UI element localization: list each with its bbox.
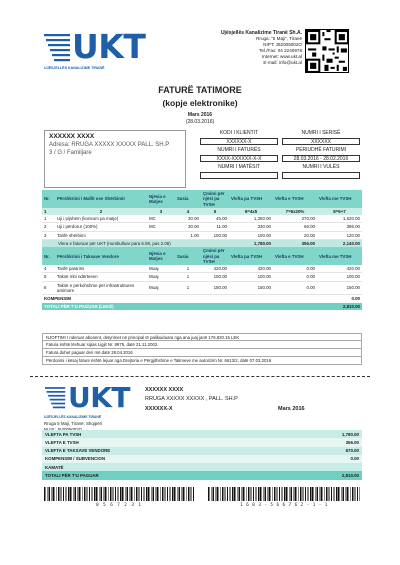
barcode-right — [208, 487, 360, 501]
company-email: E-mail: info@ukt.al — [263, 59, 302, 65]
cell-value-with-vat: 100.00 — [317, 273, 362, 281]
col-value-with-vat: Vlefta me TVSH — [317, 247, 362, 265]
periudha-label: PERIUDHË FATURIMI — [295, 147, 347, 153]
cell-description: Tarifë shërbimi — [55, 231, 147, 239]
barcode-right-digits: 1 6 0 3 - 5 6 6 7 6 2 - 1 - 1 — [240, 502, 328, 507]
fatures-label: NUMRI I FATURËS — [217, 147, 261, 153]
customer-address: Adresa: RRUGA XXXXX XXXXX PALL. SH.P — [49, 141, 170, 148]
cell-description: Tarifë pastrimi — [55, 265, 147, 273]
table-row — [42, 215, 362, 223]
col-vat: Vlefta e TVSH — [273, 247, 317, 265]
column-number: 6=4x5 — [229, 208, 273, 215]
stub-row-label: KAMATË — [42, 463, 302, 471]
cell-unit-price: 420.00 — [201, 265, 229, 273]
company-address: Rruga: "5 Maji", Tiranë — [256, 36, 302, 42]
stub-row — [42, 455, 362, 463]
cell-nr: 5 — [42, 273, 55, 281]
services-subtotal-row — [42, 239, 362, 247]
stub-period: Mars 2016 — [278, 406, 305, 412]
cell-unit-price: 100.00 — [201, 273, 229, 281]
invoice-title: FATURË TATIMORE — [158, 85, 242, 95]
services-table — [42, 190, 362, 310]
company-name: Ujësjellës Kanalizime Tiranë Sh.A. — [220, 30, 302, 36]
column-number-row — [42, 208, 362, 215]
kompensim-value: 0.00 — [351, 296, 360, 302]
stub-row-label: KOMPENSIM / SUBVENCION — [42, 455, 302, 463]
vules-value — [282, 172, 360, 179]
stub-row-value — [302, 463, 362, 471]
stub-logo-text: UKT — [68, 381, 131, 414]
column-number: 1 — [42, 208, 55, 215]
kodi-value: XXXXXX-X — [200, 138, 278, 145]
column-number: 2 — [55, 208, 147, 215]
col-description: Përshkrimi i Mallit ose Shërbimit — [55, 190, 147, 208]
cell-description: Taksë e përkohshme për infrastrukturen arsimore — [55, 281, 147, 295]
cell-description: Uji i pijshëm (konsum pa matje) — [55, 215, 147, 223]
stub-row — [42, 463, 362, 471]
cell-unit: MC — [147, 223, 175, 231]
column-number: 4 — [175, 208, 201, 215]
stub-customer-code: XXXXXX-X — [145, 406, 173, 412]
subtotal-label: Vlera e faturuar për UKT (numbulluar para 6.08, pas 2.08) — [42, 239, 229, 247]
taxes-header-row — [42, 247, 362, 265]
notice-due-date: Fatura duhet paguar deri më datë 28.04.2016 — [42, 349, 362, 357]
company-internet: Internet: www.ukt.al — [261, 54, 302, 60]
stub-row — [42, 447, 362, 455]
logo-subtitle: UJËSJELLËS KANALIZIME TIRANË — [44, 66, 105, 70]
notice-authorization: Përdorimi i kësaj fature është lejuar nga Drejtoria e Përgjithshme e Tatimeve me autorizim Nr. 6613/2, datë 07.03.2016 — [42, 357, 362, 365]
stub-customer-address: RRUGA XXXXX XXXXX , PALL. SH.P — [145, 396, 238, 402]
stub-total-value: 2,810.00 — [302, 471, 362, 479]
cell-value-no-vat: 420.00 — [229, 265, 273, 273]
cell-description: Taksë mbi ndërtesen — [55, 273, 147, 281]
cell-vat: 270.00 — [273, 215, 317, 223]
cell-vat: 0.00 — [273, 265, 317, 273]
total-label: TOTALI PËR T'U PAGUAR (LEKË) — [42, 303, 317, 310]
cell-value-no-vat: 100.00 — [229, 273, 273, 281]
subtotal-no-vat: 1,780.00 — [229, 239, 273, 247]
fatures-value: XXXX-XXXXXX-X-X — [200, 155, 278, 162]
col-unit: Njësia e Matjes — [147, 247, 175, 265]
invoice-period: Mars 2016 — [187, 112, 213, 118]
invoice-subtitle: (kopje elektronike) — [162, 98, 238, 108]
stub-address: Rruga 5 Maji, Tiranë, Shqipëri — [44, 421, 103, 426]
stub-total-label: TOTALI PËR T'U PAGUAR — [42, 471, 302, 479]
kompensim-row — [42, 295, 362, 303]
qr-code — [305, 29, 349, 73]
cell-unit: Muaj — [147, 273, 175, 281]
cell-vat: 20.00 — [273, 231, 317, 239]
cell-value-no-vat: 1,350.00 — [229, 215, 273, 223]
col-unit-price: Çmimi për njësi pa TVSH — [201, 190, 229, 208]
cell-nr: 2 — [42, 223, 55, 231]
stub-row-label: VLEFTA E TAKSAVE VENDORE — [42, 447, 302, 455]
company-nipt: NIPT: J62005002O — [263, 42, 302, 48]
cell-quantity: 1 — [175, 265, 201, 273]
cell-nr: 6 — [42, 281, 55, 295]
ukt-logo — [42, 27, 146, 74]
cell-unit-price: 150.00 — [201, 281, 229, 295]
cell-quantity: 1 — [175, 273, 201, 281]
cell-quantity: 1.00 — [175, 231, 201, 239]
stub-row-label: VLEFTA E TVSH — [42, 438, 302, 446]
serise-label: NUMRI I SERISË — [301, 130, 341, 136]
cell-vat: 0.00 — [273, 273, 317, 281]
cell-description: Uji i përdorur (100%) — [55, 223, 147, 231]
stub-logo — [42, 381, 134, 414]
kompensim-label: KOMPENSIM — [44, 296, 72, 302]
total-row — [42, 303, 362, 310]
stub-row-value: 356.00 — [302, 438, 362, 446]
col-unit-price: Çmimi për njësi pa TVSH — [201, 247, 229, 265]
cell-unit: MC — [147, 215, 175, 223]
cell-unit — [147, 231, 175, 239]
col-tax-description: Përshkrimi i Taksave Vendore — [55, 247, 147, 265]
barcode-left — [44, 487, 194, 501]
subtotal-with-vat: 2,140.00 — [317, 239, 362, 247]
table-row — [42, 223, 362, 231]
column-number: 7=6x20% — [273, 208, 317, 215]
cell-nr: 3 — [42, 231, 55, 239]
stub-row-label: VLEFTA PA TVSH — [42, 430, 302, 438]
invoice-ids — [200, 130, 360, 180]
table-row — [42, 265, 362, 273]
col-value-no-vat: Vlefta pa TVSH — [229, 190, 273, 208]
customer-category: 3 / G / Familjare — [49, 149, 92, 156]
notes-block — [42, 333, 362, 365]
col-nr: Nr. — [42, 190, 55, 208]
cell-quantity: 30.00 — [175, 223, 201, 231]
stub-row-value: 670.00 — [302, 447, 362, 455]
cell-unit-price: 100.00 — [201, 231, 229, 239]
cell-value-with-vat: 1,620.00 — [317, 215, 362, 223]
qr-code-icon — [306, 30, 349, 73]
customer-block — [44, 130, 186, 188]
col-nr: Nr. — [42, 247, 55, 265]
col-quantity: Sasia — [175, 190, 201, 208]
cell-value-with-vat: 120.00 — [317, 231, 362, 239]
services-header-row — [42, 190, 362, 208]
cell-quantity: 1 — [175, 281, 201, 295]
kodi-label: KODI I KLIENTIT — [219, 130, 259, 136]
logo-text: UKT — [72, 27, 146, 66]
stub-logo-subtitle: UJËSJELLËS KANALIZIME TIRANË — [44, 415, 102, 419]
stub-row-value: 1,780.00 — [302, 430, 362, 438]
cell-value-with-vat: 420.00 — [317, 265, 362, 273]
barcode-left-digits: 0 5 6 7 2 3 1 — [96, 502, 142, 507]
stub-row — [42, 430, 362, 438]
table-row — [42, 273, 362, 281]
cell-quantity: 30.00 — [175, 215, 201, 223]
cell-nr: 4 — [42, 265, 55, 273]
serise-value: XXXXXX — [282, 138, 360, 145]
column-number: 3 — [147, 208, 175, 215]
cell-value-no-vat: 150.00 — [229, 281, 273, 295]
stub-total-row — [42, 471, 362, 479]
invoice-date: (28.03.2016) — [185, 119, 215, 125]
col-unit: Njësia e Matjes — [147, 190, 175, 208]
total-value: 2,810.00 — [317, 303, 362, 310]
cell-value-with-vat: 150.00 — [317, 281, 362, 295]
customer-name: XXXXXX XXXX — [49, 133, 95, 140]
cell-vat: 0.00 — [273, 281, 317, 295]
column-number: 8=6+7 — [317, 208, 362, 215]
column-number: 5 — [201, 208, 229, 215]
matesit-label: NUMRI I MATËSIT — [218, 164, 260, 170]
notice-law: Fatura është lëshuar sipas Ligjit Nr. 8975, datë 21.11.2002. — [42, 341, 362, 349]
cell-nr: 1 — [42, 215, 55, 223]
matesit-value — [200, 172, 278, 179]
stub-summary-table — [42, 430, 362, 480]
company-info — [178, 30, 302, 66]
col-quantity: Sasia — [175, 247, 201, 265]
cell-unit-price: 45.00 — [201, 215, 229, 223]
periudha-value: 28.03.2016 - 28.02.2016 — [282, 155, 360, 162]
cell-unit-price: 11.00 — [201, 223, 229, 231]
col-vat: Vlefta e TVSH — [273, 190, 317, 208]
stub-row-value: 0.00 — [302, 455, 362, 463]
col-value-no-vat: Vlefta pa TVSH — [229, 247, 273, 265]
cell-value-no-vat: 330.00 — [229, 223, 273, 231]
cell-unit: Muaj — [147, 281, 175, 295]
cell-vat: 66.00 — [273, 223, 317, 231]
table-row — [42, 281, 362, 295]
notice-debt: NJOFTIM! I nderuar abonent, detyrimet në principal të palikuiduara nga ana juaj janë 176,820.15 LEK — [42, 333, 362, 341]
stub-row — [42, 438, 362, 446]
company-telfax: Tel./Fax: 04 2240978 — [259, 48, 302, 54]
table-row — [42, 231, 362, 239]
cell-unit: Muaj — [147, 265, 175, 273]
cut-line — [30, 376, 370, 377]
subtotal-vat: 356.00 — [273, 239, 317, 247]
cell-value-no-vat: 100.00 — [229, 231, 273, 239]
vules-label: NUMRI I VULËS — [302, 164, 340, 170]
stub-customer-name: XXXXXX XXXX — [145, 387, 184, 393]
col-value-with-vat: Vlefta me TVSH — [317, 190, 362, 208]
cell-value-with-vat: 396.00 — [317, 223, 362, 231]
